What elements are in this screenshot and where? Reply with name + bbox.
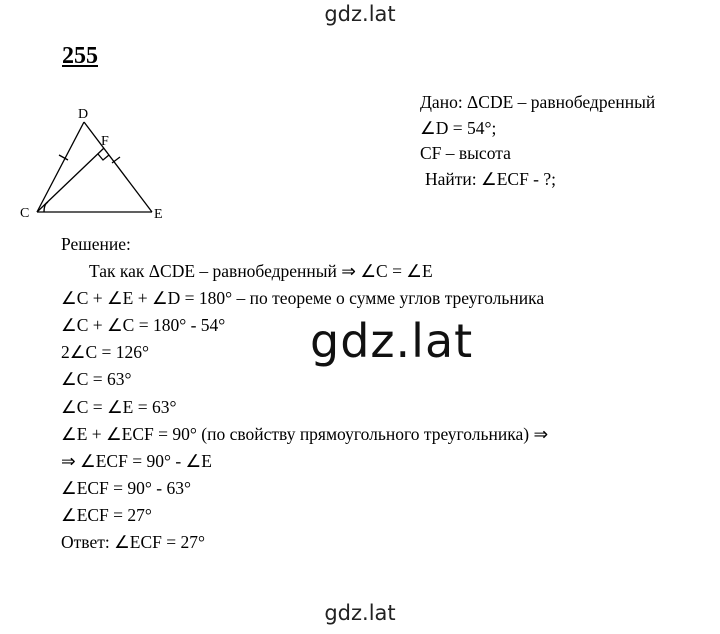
solution-line: ∠ECF = 27° — [61, 504, 152, 525]
solution-line: ∠C + ∠C = 180° - 54° — [61, 315, 226, 336]
solution-block — [61, 231, 548, 556]
solution-line: ⇒ ∠ECF = 90° - ∠E — [61, 450, 212, 471]
right-angle-mark — [98, 154, 109, 160]
given-line: CF – высота — [420, 143, 511, 163]
watermark-center: gdz.lat — [310, 314, 474, 368]
solution-line: Так как ΔCDE – равнобедренный ⇒ ∠C = ∠E — [89, 261, 433, 282]
side-de — [84, 122, 152, 212]
solution-line: ∠C + ∠E + ∠D = 180° – по теореме о сумме углов треугольника — [61, 288, 545, 309]
watermark-top: gdz.lat — [324, 2, 396, 26]
find-line: Найти: ∠ECF - ?; — [425, 168, 557, 189]
triangle-figure — [0, 0, 200, 230]
vertex-label-e: E — [154, 207, 163, 222]
vertex-label-f: F — [101, 134, 109, 149]
problem-number: 255 — [62, 43, 98, 69]
watermark-bottom: gdz.lat — [324, 601, 396, 625]
solution-line: 2∠C = 126° — [61, 342, 149, 363]
solution-line: ∠C = ∠E = 63° — [61, 396, 177, 417]
given-block — [420, 90, 655, 192]
solution-line: ∠ECF = 90° - 63° — [61, 477, 191, 498]
side-cd — [37, 122, 84, 212]
answer-line: Ответ: ∠ECF = 27° — [61, 532, 205, 553]
vertex-label-d: D — [78, 107, 89, 122]
solution-heading: Решение: — [61, 234, 131, 254]
given-line: ∠D = 54°; — [420, 117, 497, 138]
given-line: Дано: ΔCDE – равнобедренный — [420, 92, 656, 112]
vertex-label-c: C — [20, 206, 30, 221]
solution-line: ∠E + ∠ECF = 90° (по свойству прямоугольного треугольника) ⇒ — [61, 423, 549, 444]
solution-line: ∠C = 63° — [61, 369, 132, 390]
angle-c-arc — [44, 202, 48, 212]
